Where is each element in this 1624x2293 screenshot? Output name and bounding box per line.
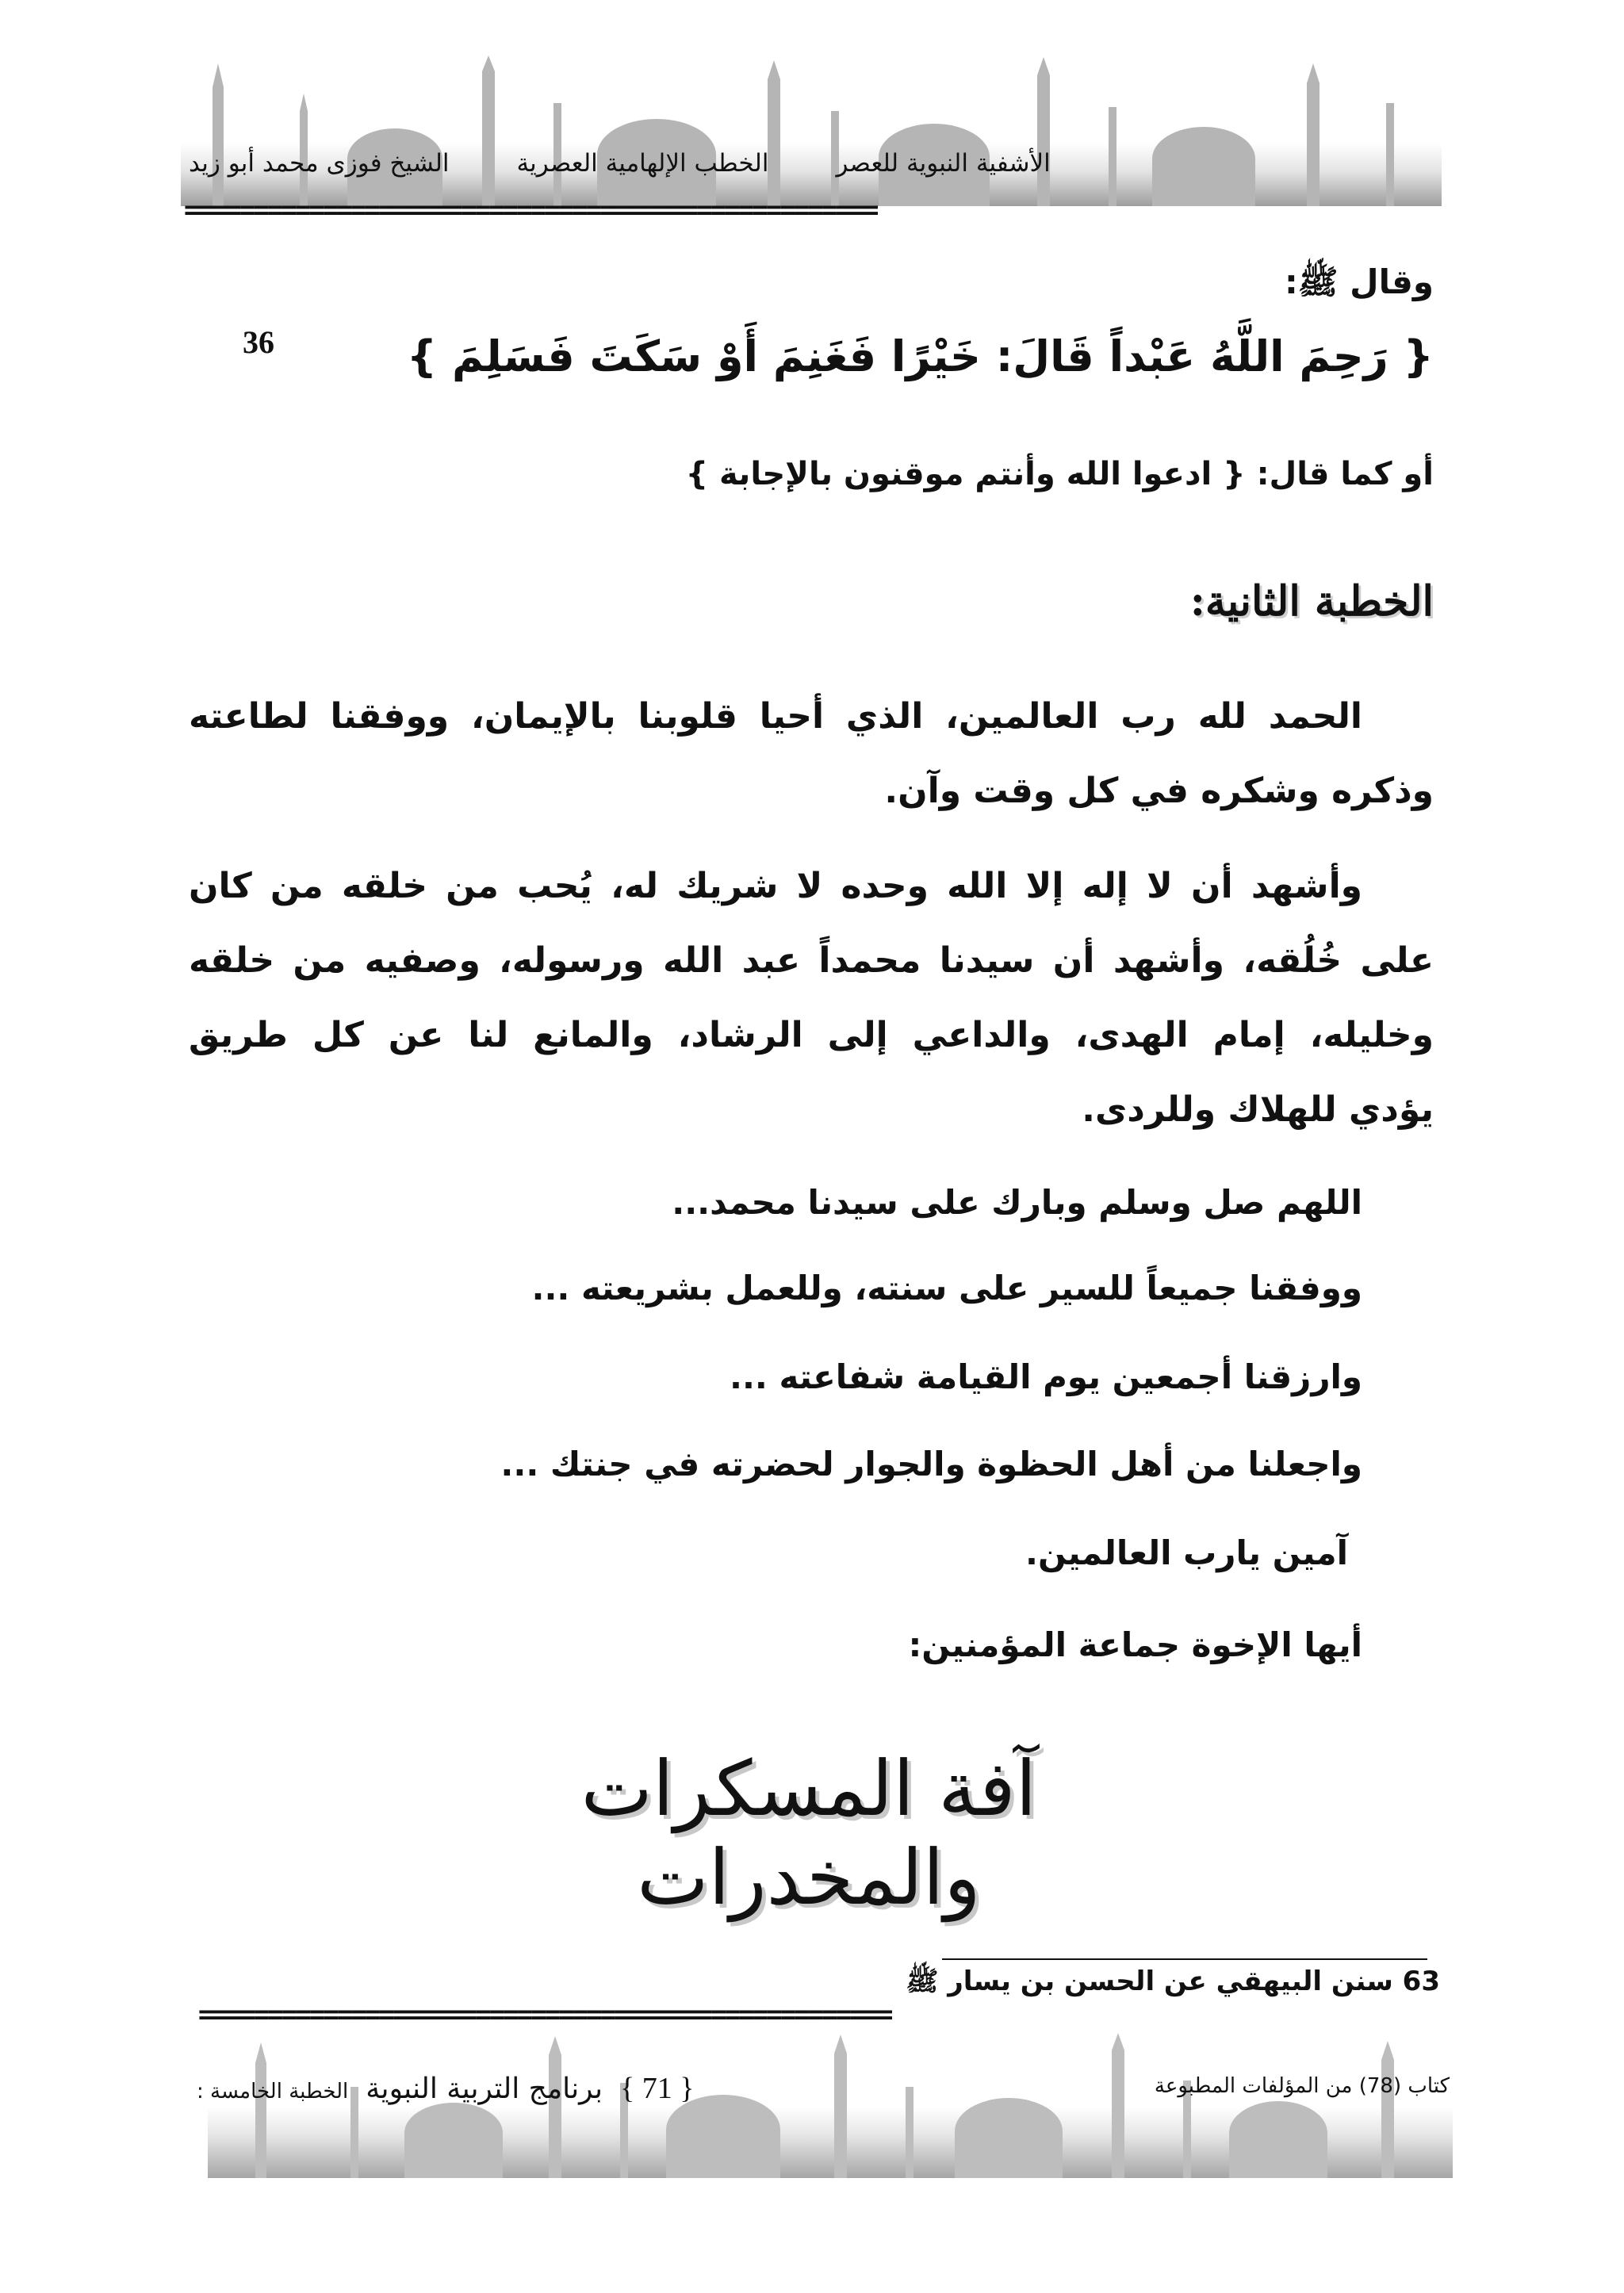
shahada-line-3: وخليله، إمام الهدى، والداعي إلى الرشاد، والمانع لنا عن كل طريق [189, 1015, 1434, 1055]
hadith-text: { رَحِمَ اللَّهُ عَبْداً قَالَ: خَيْرًا فَغَنِمَ أَوْ سَكَتَ فَسَلِمَ } [406, 331, 1434, 381]
section-title: الخطبة الثانية: [1189, 577, 1434, 626]
said-intro: وقال ﷺ: [1285, 262, 1434, 301]
dua-line-4: واجعلنا من أهل الحظوة والجوار لحضرته في جنتك ... [500, 1445, 1362, 1483]
header-rule: ================================================== [184, 198, 877, 224]
footer-khutba-label: الخطبة الخامسة : [197, 2080, 349, 2104]
topic-calligraphy-title: آفة المسكرات والمخدرات [580, 1744, 1037, 1922]
amen-line: آمين يارب العالمين. [1025, 1533, 1348, 1572]
dua-line-1: اللهم صل وسلم وبارك على سيدنا محمد... [672, 1183, 1362, 1222]
shahada-line-4: يؤدي للهلاك وللردى. [1082, 1089, 1434, 1130]
footnote-63: 63 سنن البيهقي عن الحسن بن يسار ﷺ [906, 1966, 1440, 1997]
header-mosque-banner [181, 56, 1442, 206]
hamd-line-2: وذكره وشكره في كل وقت وآن. [884, 771, 1434, 811]
address-line: أيها الإخوة جماعة المؤمنين: [908, 1625, 1362, 1664]
or-said-line: أو كما قال: { ادعوا الله وأنتم موقنون بالإجابة } [685, 456, 1434, 492]
mosque-skyline-icon [181, 56, 1442, 206]
footer-rule: ================================================== [198, 2003, 891, 2028]
dua-line-2: ووفقنا جميعاً للسير على سنته، وللعمل بشريعته ... [531, 1269, 1362, 1307]
running-footer [197, 2071, 1450, 2111]
shahada-line-2: على خُلُقه، وأشهد أن سيدنا محمداً عبد الله ورسوله، وصفيه من خلقه [189, 940, 1434, 981]
dua-line-3: وارزقنا أجمعين يوم القيامة شفاعته ... [730, 1357, 1362, 1396]
footer-series [197, 2071, 695, 2106]
header-book-title: الخطب الإلهامية العصرية [516, 149, 769, 178]
hadith-footnote-marker: 36 [243, 324, 274, 360]
header-author: الشيخ فوزى محمد أبو زيد [189, 149, 450, 178]
header-subtitle: الأشفية النبوية للعصر [836, 149, 1051, 178]
shahada-line-1: وأشهد أن لا إله إلا الله وحده لا شريك له، يُحب من خلقه من كان [189, 866, 1362, 906]
hamd-line-1: الحمد لله رب العالمين، الذي أحيا قلوبنا بالإيمان، ووفقنا لطاعته [189, 696, 1362, 737]
footer-program-name: برنامج التربية النبوية [366, 2073, 603, 2105]
page-number: { 71 } [620, 2072, 695, 2105]
running-header [189, 149, 1426, 178]
footer-book-count: كتاب (78) من المؤلفات المطبوعة [1154, 2074, 1450, 2098]
footnote-separator [942, 1958, 1427, 1960]
